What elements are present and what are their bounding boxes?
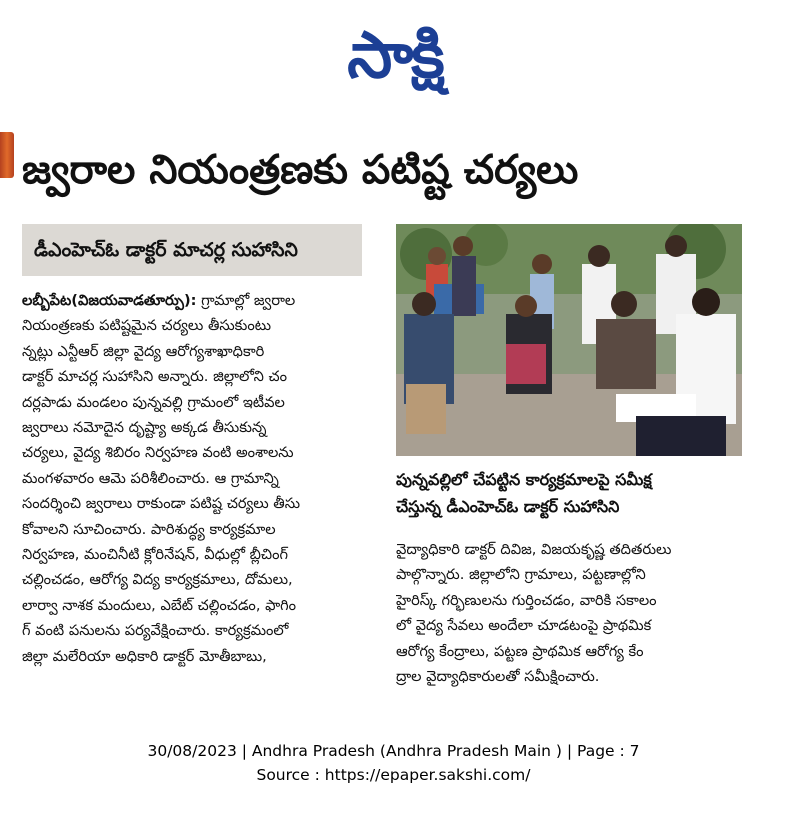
body-line: జ్వరాలు నమోదైన దృష్ట్యా అక్కడ తీసుకున్న [22, 419, 267, 437]
body-line: ద్రాల వైద్యాధికారులతో సమీక్షించారు. [396, 668, 600, 686]
body-line: దర్లపాడు మండలం పున్నవల్లి గ్రామంలో ఇటీవల [22, 393, 285, 411]
caption-line: చేస్తున్న డీఎంహెచ్‌ఓ డాక్టర్‌ సుహాసిని [396, 497, 620, 516]
photo-caption [396, 466, 744, 520]
sakshi-logo: సాక్షి [347, 19, 443, 93]
article-body-right-column [396, 537, 746, 689]
article-headline: జ్వరాల నియంత్రణకు పటిష్ట చర్యలు [22, 147, 579, 193]
body-line: నిర్వహణ, మంచినీటి క్లోరినేషన్‌, వీధుల్లో బ్లీచింగ్‌ [22, 546, 288, 564]
body-line: మంగళవారం ఆమె పరిశీలించారు. ఆ గ్రామాన్ని [22, 469, 279, 487]
body-line: చల్లించడం, ఆరోగ్య విద్య కార్యక్రమాలు, దోమలు, [22, 571, 293, 589]
article-body-left-column [22, 288, 366, 669]
body-line: డాక్టర్‌ మాచర్ల సుహాసిని అన్నారు. జిల్లాలోని చం [22, 368, 288, 386]
caption-line: పున్నవల్లిలో చేపట్టిన కార్యక్రమాలపై సమీక్ష [396, 470, 652, 489]
body-line [22, 288, 366, 313]
photo-illustration [396, 224, 742, 456]
body-line: కోవాలని సూచించారు. పారిశుద్ధ్య కార్యక్రమాల [22, 520, 276, 538]
body-line: లో వైద్య సేవలు అందేలా చూడటంపై ప్రాథమిక [396, 617, 652, 635]
footer-publication-info: 30/08/2023 | Andhra Pradesh (Andhra Pradesh Main ) | Page : 7 [147, 742, 640, 760]
body-line: వైద్యాధికారి డాక్టర్‌ దివిజ, విజయకృష్ణ తదితరులు [396, 541, 672, 558]
body-line: పాల్గొన్నారు. జిల్లాలోని గ్రామాలు, పట్టణాల్లోని [396, 566, 646, 584]
body-line: జిల్లా మలేరియా అధికారి డాక్టర్‌ మోతీబాబు, [22, 647, 267, 665]
body-text: గ్రామాల్లో జ్వరాల [196, 292, 296, 309]
body-line: ఆరోగ్య కేంద్రాలు, పట్టణ ప్రాథమిక ఆరోగ్య కేం [396, 642, 644, 660]
body-line: చర్యలు, వైద్య శిబిరం నిర్వహణ వంటి అంశాలను [22, 444, 294, 462]
body-line: లార్వా నాశక మందులు, ఎబేట్‌ చల్లించడం, ఫాగిం [22, 596, 297, 614]
adjacent-article-strip [0, 132, 14, 178]
article-photo [396, 224, 742, 456]
article-subhead: డీఎంహెచ్‌ఓ డాక్టర్‌ మాచర్ల సుహాసిని [22, 224, 362, 276]
body-line: సందర్శించి జ్వరాలు రాకుండా పటిష్ట చర్యలు తీసు [22, 495, 301, 513]
body-line: న్నట్లు ఎన్టీఆర్‌ జిల్లా వైద్య ఆరోగ్యశాఖాధికారి [22, 342, 265, 360]
body-line: గ్‌ వంటి పనులను పర్యవేక్షించారు. కార్యక్రమంలో [22, 622, 289, 640]
dateline: లబ్బీపేట(విజయవాడతూర్పు): [22, 292, 197, 309]
footer-source: Source : https://epaper.sakshi.com/ [256, 766, 531, 784]
body-line: హైరిస్క్‌ గర్భిణులను గుర్తించడం, వారికి సకాలం [396, 591, 657, 609]
body-line: నియంత్రణకు పటిష్టమైన చర్యలు తీసుకుంటు [22, 317, 272, 335]
